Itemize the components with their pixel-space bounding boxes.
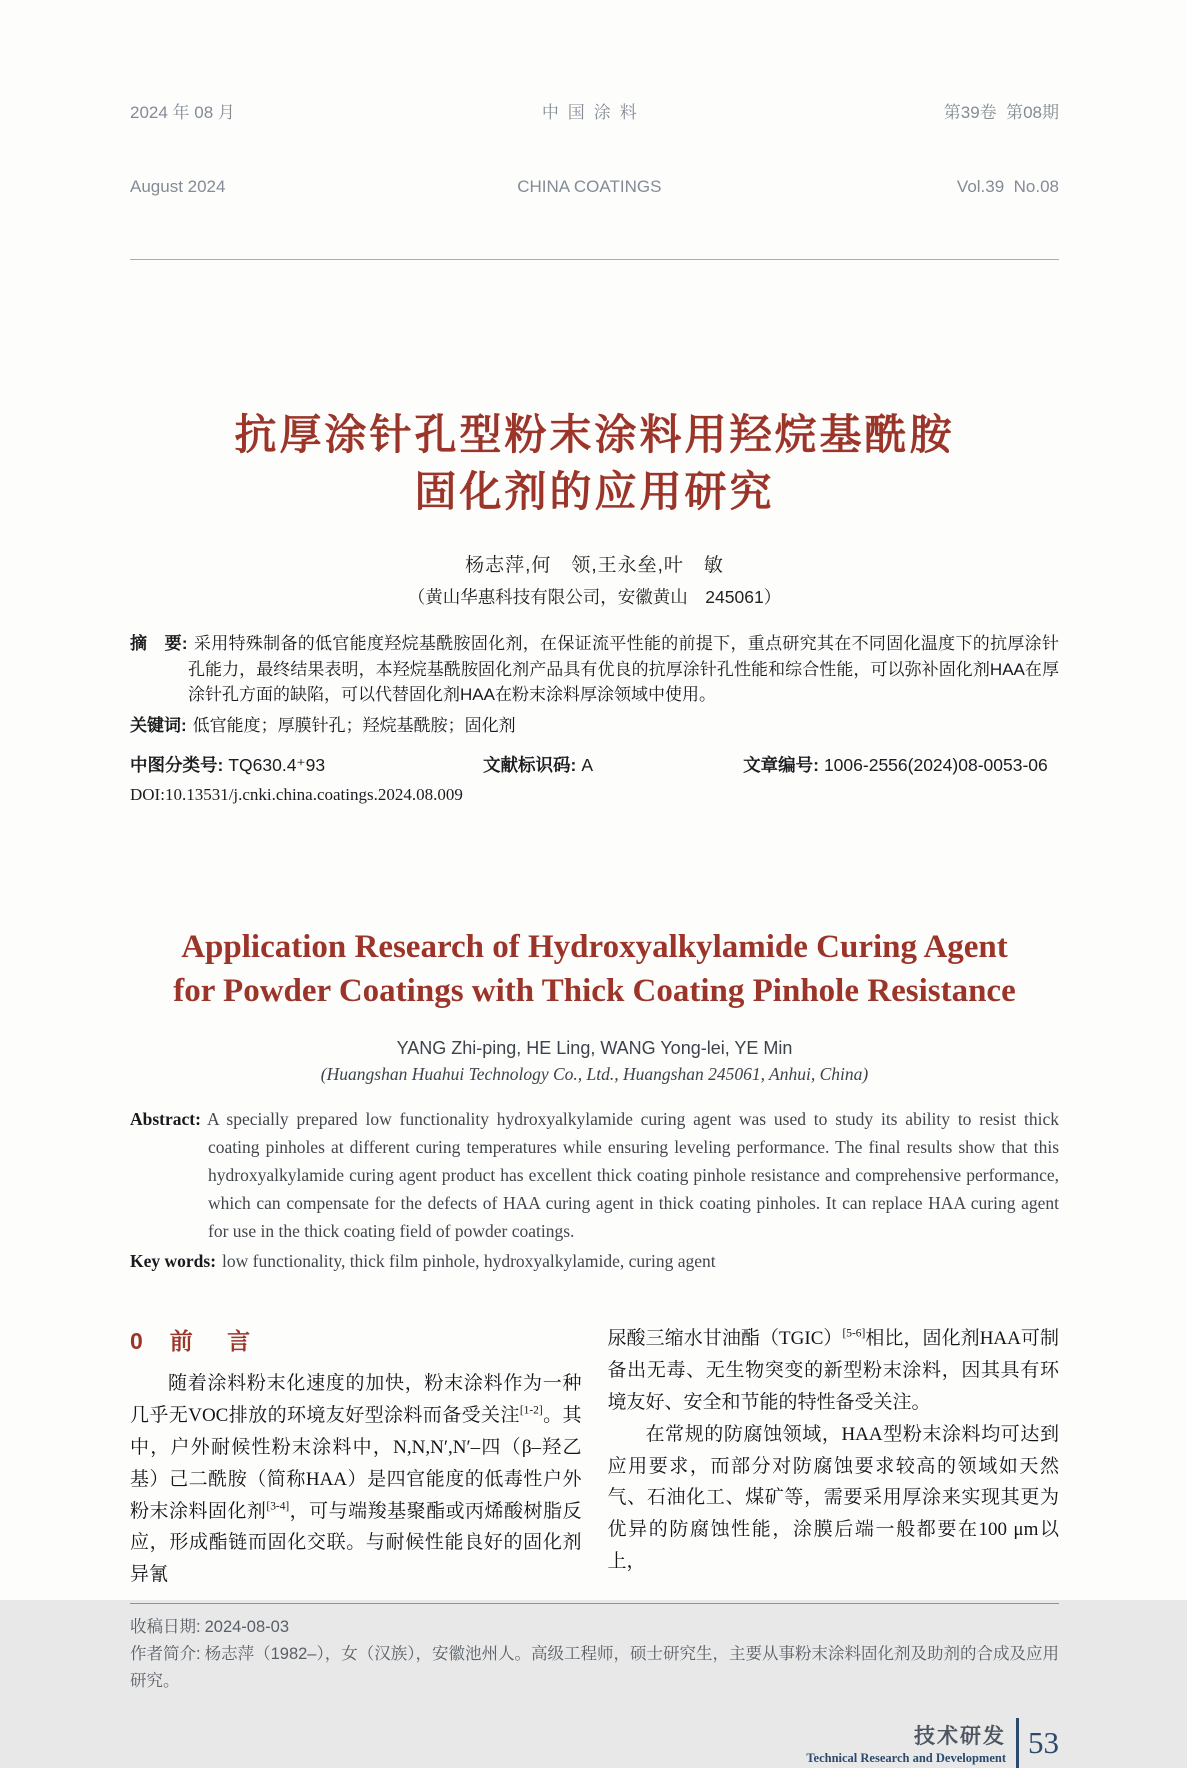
column-category-zh: 技术研发: [914, 1725, 1006, 1749]
keywords-text-zh: 低官能度；厚膜针孔；羟烷基酰胺；固化剂: [192, 715, 516, 735]
document-code: [483, 752, 743, 777]
keywords-label-zh: 关键词:: [130, 715, 187, 735]
header-divider: [130, 259, 1059, 260]
clc-number: [130, 752, 483, 777]
abstract-text-en: A specially prepared low functionality hydroxyalkylamide curing agent was used to study its ability to resist thick coating pinholes at different curing temperatures while ensuring leveling performance. The final results show that this hydroxyalkylamide curing agent product has excellent thick coating pinhole resistance and comprehensive performance, which can compensate for the defects of HAA curing agent in thick coating pinholes. It can replace HAA curing agent for use in the thick coating field of powder coatings.: [206, 1108, 1059, 1241]
abstract-en: [130, 1105, 1059, 1245]
keywords-label-en: Key words:: [130, 1250, 217, 1271]
author-bio-value: 杨志萍（1982–），女（汉族），安徽池州人。高级工程师，硕士研究生，主要从事粉末涂料固化剂及助剂的合成及应用研究。: [130, 1645, 1059, 1690]
volume-issue-zh: 第39卷 第08期: [943, 103, 1059, 123]
article-id: [743, 752, 1059, 777]
header-journal-name: [517, 52, 661, 249]
article-id-value: 1006-2556(2024)08-0053-06: [823, 754, 1048, 775]
issue-date-en: August 2024: [130, 177, 226, 197]
article-title-en-line2: for Powder Coatings with Thick Coating Pinhole Resistance: [173, 973, 1016, 1010]
doi: DOI:10.13531/j.cnki.china.coatings.2024.08.009: [130, 784, 463, 804]
body-right-paragraphs: [608, 1323, 1060, 1578]
article-title-zh-line2: 固化剂的应用研究: [414, 468, 775, 516]
article-title-en-line1: Application Research of Hydroxyalkylamide Curing Agent: [181, 928, 1008, 965]
keywords-zh: [130, 711, 1059, 736]
clc-label: 中图分类号:: [130, 754, 224, 775]
keywords-text-en: low functionality, thick film pinhole, hydroxyalkylamide, curing agent: [222, 1250, 716, 1271]
body-column-left: [130, 1323, 582, 1591]
document-code-value: A: [581, 754, 594, 775]
column-category: [806, 1720, 1006, 1766]
clc-value: TQ630.4⁺93: [228, 754, 326, 775]
received-date-value: 2024-08-03: [204, 1618, 289, 1637]
document-code-label: 文献标识码:: [483, 754, 577, 775]
page-number: 53: [1028, 1725, 1059, 1761]
body-column-right: [608, 1323, 1060, 1591]
article-title-zh-line1: 抗厚涂针孔型粉末涂料用羟烷基酰胺: [234, 411, 955, 459]
body-paragraph: 在常规的防腐蚀领域，HAA型粉末涂料均可达到应用要求，而部分对防腐蚀要求较高的领域如天然气、石油化工、煤矿等，需要采用厚涂来实现其更为优异的防腐蚀性能，涂膜后端一般都要在100 μm以上，: [607, 1423, 1059, 1573]
journal-header: [130, 52, 1059, 249]
author-bio-line: [130, 1641, 1059, 1694]
authors-zh: 杨志萍,何 领,王永垒,叶 敏: [465, 555, 724, 577]
section-number: 0: [130, 1327, 144, 1354]
footer-divider-bar: [1016, 1718, 1019, 1768]
received-date-label: 收稿日期:: [130, 1618, 201, 1637]
authors-en: YANG Zhi-ping, HE Ling, WANG Yong-lei, YE Min: [396, 1037, 793, 1058]
abstract-text-zh: 采用特殊制备的低官能度羟烷基酰胺固化剂，在保证流平性能的前提下，重点研究其在不同固化温度下的抗厚涂针孔能力，最终结果表明，本羟烷基酰胺固化剂产品具有优良的抗厚涂针孔性能和综合性能，可以弥补固化剂HAA在厚涂针孔方面的缺陷，可以代替固化剂HAA在粉末涂料厚涂领域中使用。: [188, 634, 1059, 705]
volume-issue-en: Vol.39 No.08: [956, 177, 1059, 197]
article-title-zh: [130, 406, 1059, 520]
affiliation-zh: （黄山华惠科技有限公司，安徽黄山 245061）: [407, 587, 782, 608]
body-columns: [130, 1323, 1059, 1591]
body-paragraph: 随着涂料粉末化速度的加快，粉末涂料作为一种几乎无VOC排放的环境友好型涂料而备受关注[1-2]。其中，户外耐候性粉末涂料中，N,N,N′,N′–四（β–羟乙基）己二酰胺（简称HAA）是四官能度的低毒性户外粉末涂料固化剂[3-4]，可与端羧基聚酯或丙烯酸树脂反应，形成酯链而固化交联。与耐候性能良好的固化剂异氰: [130, 1372, 582, 1586]
journal-name-en: CHINA COATINGS: [517, 177, 662, 197]
article-meta-row: [130, 752, 1059, 777]
received-date-line: [130, 1614, 1059, 1641]
affiliation-en: (Huangshan Huahui Technology Co., Ltd., Huangshan 245061, Anhui, China): [320, 1063, 869, 1084]
body-paragraph: 尿酸三缩水甘油酯（TGIC）[5-6]相比，固化剂HAA可制备出无毒、无生物突变的新型粉末涂料，因其具有环境友好、安全和节能的特性备受关注。: [607, 1327, 1059, 1413]
header-issue-date: [130, 52, 235, 249]
section-title: 前 言: [169, 1327, 265, 1354]
abstract-label-zh: 摘 要:: [130, 634, 188, 654]
footnotes: [130, 1604, 1059, 1694]
abstract-label-en: Abstract:: [130, 1108, 201, 1129]
section-heading: [130, 1323, 582, 1356]
journal-name-zh: 中国涂料: [541, 103, 646, 123]
article-id-label: 文章编号:: [743, 754, 819, 775]
keywords-en: [130, 1247, 1059, 1275]
author-bio-label: 作者简介:: [130, 1645, 201, 1663]
abstract-zh: [130, 631, 1059, 708]
body-left-paragraphs: [130, 1368, 582, 1591]
column-category-en: Technical Research and Development: [806, 1751, 1006, 1766]
page-footer: [130, 1718, 1059, 1768]
header-volume-issue: [944, 52, 1059, 249]
article-title-en: [130, 925, 1059, 1014]
issue-date-zh: 2024 年 08 月: [130, 103, 235, 123]
